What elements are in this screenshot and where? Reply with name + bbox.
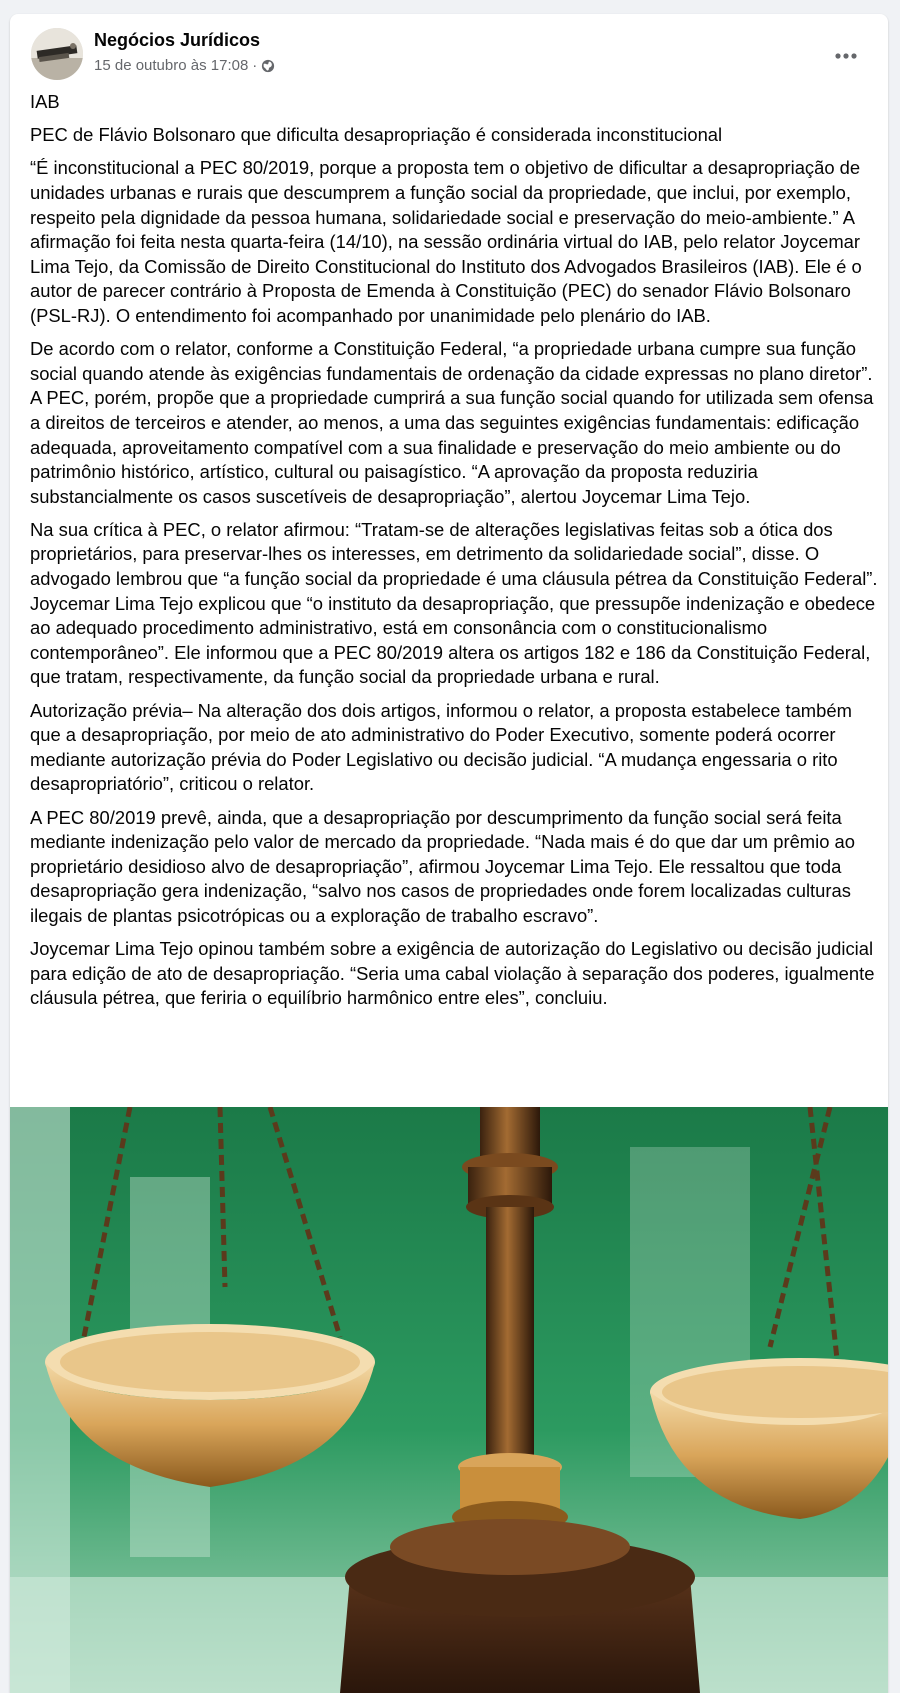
- more-options-button[interactable]: [828, 38, 864, 74]
- post-header: [10, 14, 888, 86]
- post-paragraph: Autorização prévia– Na alteração dos dois artigos, informou o relator, a proposta estabelece também que a desapropriação, por meio de ato administrativo do Poder Executivo, somente poderá ocorrer mediante autorização prévia do Poder Legislativo ou decisão judicial. “A mudança engessaria o rito desapropriatório”, criticou o relator.: [30, 699, 852, 795]
- scales-of-justice-image: [10, 1107, 888, 1693]
- post-meta: [94, 57, 275, 74]
- post-paragraph: Na sua crítica à PEC, o relator afirmou: “Tratam-se de alterações legislativas feitas sob a ótica dos proprietários, para preservar-lhes os interesses, em detrimento da solidariedade social”, disse. O advogado lembrou que “a função social da propriedade é uma cláusula pétrea da Constituição Federal”. Joycemar Lima Tejo explicou que “o instituto da desapropriação, que pressupõe indenização e obedece ao adequado procedimento administrativo, está em consonância com o constitucionalismo contemporâneo”. Ele informou que a PEC 80/2019 altera os artigos 182 e 186 da Constituição Federal, que tratam, respectivamente, da função social da propriedade urbana e rural.: [30, 518, 878, 688]
- post-paragraph: A PEC 80/2019 prevê, ainda, que a desapropriação por descumprimento da função social será feita mediante indenização pelo valor de mercado da propriedade. “Nada mais é do que dar um prêmio ao proprietário desidioso alvo de desapropriação”, afirmou Joycemar Lima Tejo. Ele ressaltou que toda desapropriação gera indenização, “salvo nos casos de propriedades onde forem localizadas culturas ilegais de plantas psicotrópicas ou a exploração de trabalho escravo”.: [30, 806, 856, 926]
- meta-separator: ·: [252, 57, 258, 74]
- page-name[interactable]: Negócios Jurídicos: [94, 30, 261, 50]
- post-paragraph: De acordo com o relator, conforme a Constituição Federal, “a propriedade urbana cumpre sua função social quando atende às exigências fundamentais de ordenação da cidade expressas no plano diretor”. A PEC, porém, propõe que a propriedade cumprirá a sua função social quando for utilizada sem ofensa a direitos de terceiros e atender, ao menos, a uma das seguintes exigências fundamentais: edificação adequada, aproveitamento compatível com a sua finalidade e preservação do meio ambiente ou do patrimônio histórico, artístico, cultural ou paisagístico. “A aprovação da proposta reduziria substancialmente os casos suscetíveis de desapropriação”, alertou Joycemar Lima Tejo.: [30, 338, 874, 507]
- post-timestamp[interactable]: 15 de outubro às 17:08: [94, 57, 249, 74]
- more-options-icon: [835, 53, 857, 59]
- post-card: [10, 14, 888, 1693]
- post-paragraph: IAB: [30, 91, 60, 112]
- page-avatar[interactable]: [31, 28, 83, 80]
- post-paragraph: “É inconstitucional a PEC 80/2019, porque a proposta tem o objetivo de dificultar a desapropriação de unidades urbanas e rurais que descumprem a função social da propriedade, que inclui, por exemplo, respeito pela dignidade da pessoa humana, solidariedade social e preservação do meio-ambiente.” A afirmação foi feita nesta quarta-feira (14/10), na sessão ordinária virtual do IAB, pelo relator Joycemar Lima Tejo, da Comissão de Direito Constitucional do Instituto dos Advogados Brasileiros (IAB). Ele é o autor de parecer contrário à Proposta de Emenda à Constituição (PEC) do senador Flávio Bolsonaro (PSL-RJ). O entendimento foi acompanhado por unanimidade pelo plenário do IAB.: [30, 157, 862, 326]
- post-image[interactable]: [10, 1107, 888, 1693]
- post-paragraph: Joycemar Lima Tejo opinou também sobre a exigência de autorização do Legislativo ou decisão judicial para edição de ato de desapropriação. “Seria uma cabal violação à separação dos poderes, igualmente cláusula pétrea, que feriria o equilíbrio harmônico entre eles”, concluiu.: [30, 938, 875, 1009]
- post-paragraph: PEC de Flávio Bolsonaro que dificulta desapropriação é considerada inconstitucional: [30, 124, 723, 146]
- avatar-image: [31, 28, 83, 80]
- globe-icon[interactable]: [261, 59, 275, 73]
- post-text: [30, 90, 880, 1020]
